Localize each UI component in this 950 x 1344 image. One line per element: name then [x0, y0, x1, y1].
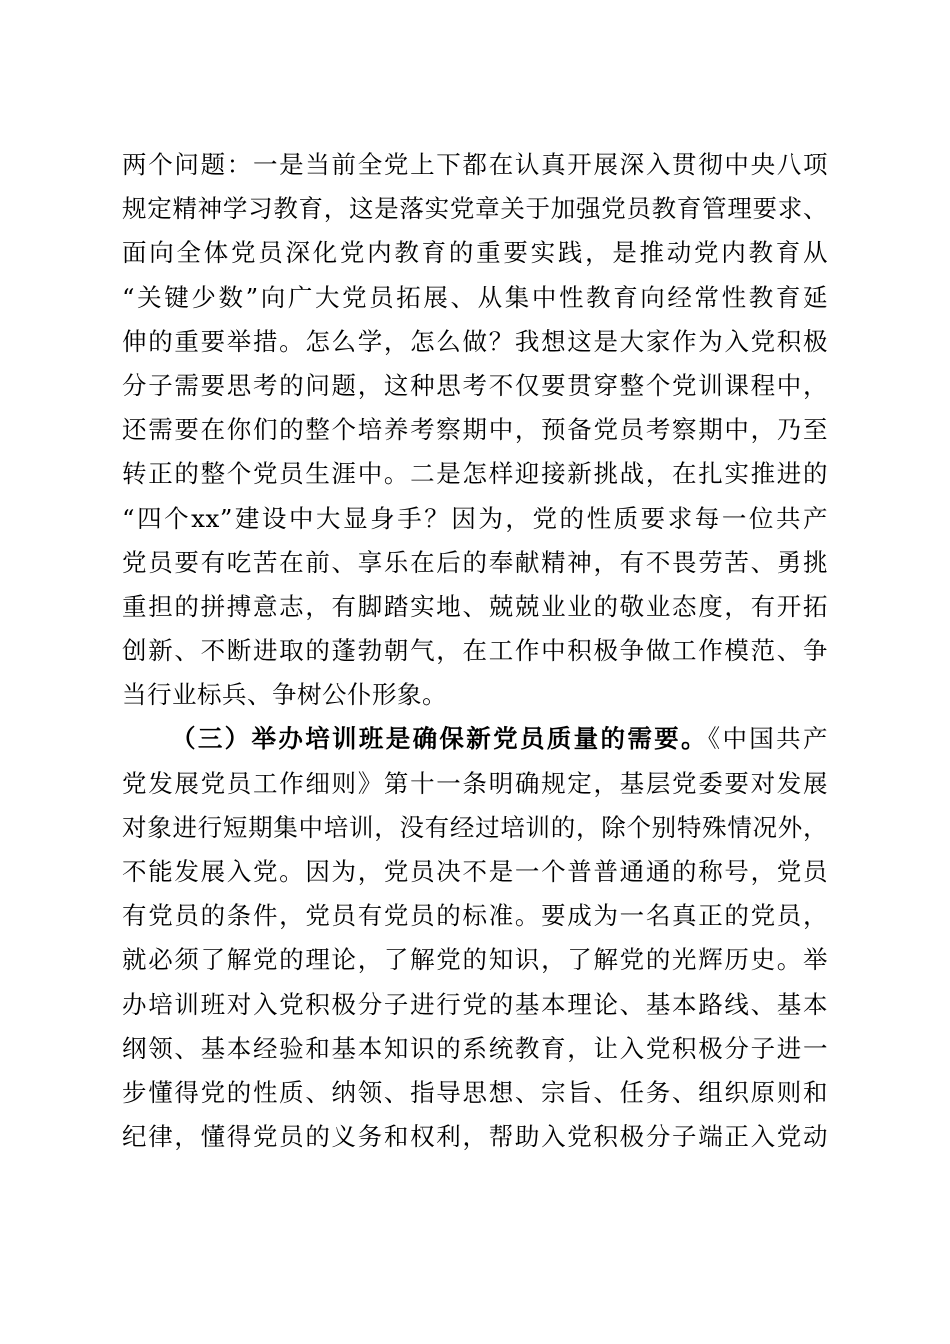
text-line: 分子需要思考的问题，这种思考不仅要贯穿整个党训课程中，	[122, 370, 828, 400]
text-line: 还需要在你们的整个培养考察期中，预备党员考察期中，乃至	[122, 415, 828, 445]
text-line: 创新、不断进取的蓬勃朝气，在工作中积极争做工作模范、争	[122, 636, 828, 666]
text-span: 《中国共产	[707, 724, 828, 754]
text-line: 党员要有吃苦在前、享乐在后的奉献精神，有不畏劳苦、勇挑	[122, 547, 828, 577]
body-text	[122, 143, 828, 1159]
text-line: 重担的拼搏意志，有脚踏实地、兢兢业业的敬业态度，有开拓	[122, 591, 828, 621]
text-line: 转正的整个党员生涯中。二是怎样迎接新挑战，在扎实推进的	[122, 459, 828, 489]
text-line: 不能发展入党。因为，党员决不是一个普普通通的称号，党员	[122, 857, 828, 886]
text-line: 两个问题：一是当前全党上下都在认真开展深入贯彻中央八项	[122, 150, 828, 179]
text-line: 有党员的条件，党员有党员的标准。要成为一名真正的党员，	[122, 901, 828, 931]
text-line: “关键少数”向广大党员拓展、从集中性教育向经常性教育延	[122, 282, 828, 312]
text-line: 规定精神学习教育，这是落实党章关于加强党员教育管理要求、	[122, 194, 828, 224]
section-heading: （三）举办培训班是确保新党员质量的需要。	[171, 724, 708, 754]
section-heading-line	[122, 717, 828, 761]
text-line: 步懂得党的性质、纳领、指导思想、宗旨、任务、组织原则和	[122, 1077, 828, 1107]
text-line: 纪律，懂得党员的义务和权利，帮助入党积极分子端正入党动	[122, 1122, 828, 1152]
text-line: 办培训班对入党积极分子进行党的基本理论、基本路线、基本	[122, 989, 828, 1019]
text-line: 就必须了解党的理论，了解党的知识，了解党的光辉历史。举	[122, 945, 828, 975]
text-line: 纲领、基本经验和基本知识的系统教育，让入党积极分子进一	[122, 1033, 828, 1063]
text-line: “四个xx”建设中大显身手？因为，党的性质要求每一位共产	[122, 503, 828, 533]
text-line: 当行业标兵、争树公仆形象。	[122, 680, 447, 710]
text-line: 面向全体党员深化党内教育的重要实践，是推动党内教育从	[122, 238, 828, 268]
text-line: 党发展党员工作细则》第十一条明确规定，基层党委要对发展	[122, 768, 828, 798]
text-line: 对象进行短期集中培训，没有经过培训的，除个别特殊情况外，	[122, 812, 828, 842]
text-line: 伸的重要举措。怎么学，怎么做？我想这是大家作为入党积极	[122, 326, 828, 356]
